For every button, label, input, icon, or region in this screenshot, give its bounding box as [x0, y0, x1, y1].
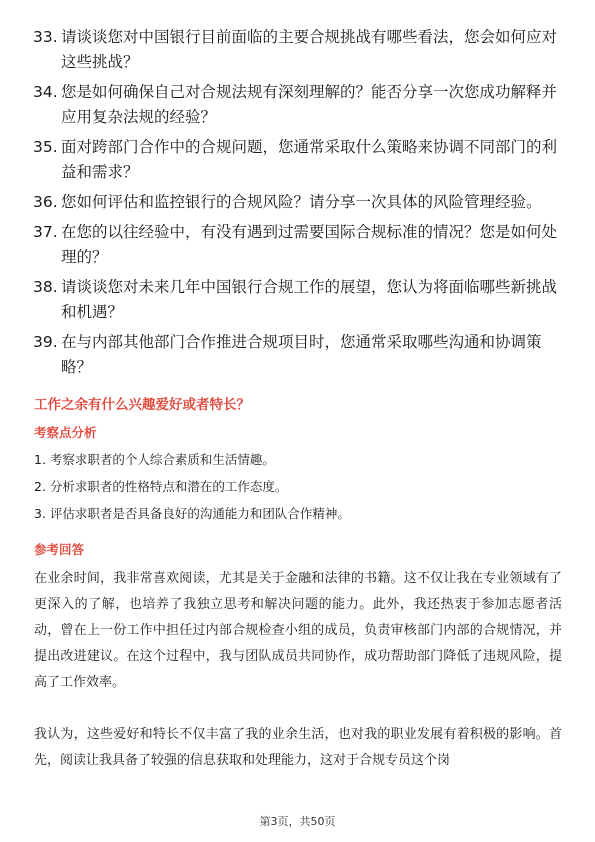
answer-paragraph: 我认为，这些爱好和特长不仅丰富了我的业余生活，也对我的职业发展有着积极的影响。首先，阅读让我具备了较强的信息获取和处理能力，这对于合规专员这个岗: [34, 727, 562, 768]
section-title: 工作之余有什么兴趣爱好或者特长？: [34, 397, 250, 413]
answer-heading: 参考回答: [34, 542, 85, 557]
question-text: 面对跨部门合作中的合规问题，您通常采取什么策略来协调不同部门的利益和需求？: [61, 138, 558, 181]
question-text: 您是如何确保自己对合规法规有深刻理解的？能否分享一次您成功解释并应用复杂法规的经验？: [61, 83, 558, 126]
analysis-item: 2. 分析求职者的性格特点和潜在的工作态度。: [34, 479, 288, 494]
question-text: 在与内部其他部门合作推进合规项目时，您通常采取哪些沟通和协调策略？: [61, 333, 542, 376]
question-item: [34, 190, 562, 215]
analysis-heading: 考察点分析: [34, 425, 97, 440]
question-number: 35.: [33, 138, 58, 156]
question-number: 36.: [33, 193, 58, 211]
question-item: [34, 80, 562, 130]
answer-body: [34, 566, 562, 774]
question-number: 33.: [33, 28, 58, 46]
question-item: [34, 135, 562, 185]
question-text: 在您的以往经验中，有没有遇到过需要国际合规标准的情况？您是如何处理的？: [61, 223, 558, 266]
question-number: 38.: [33, 278, 58, 296]
analysis-list: [34, 451, 562, 532]
question-text: 请谈谈您对未来几年中国银行合规工作的展望，您认为将面临哪些新挑战和机遇？: [61, 278, 558, 321]
question-list: [34, 25, 562, 385]
analysis-item: 1. 考察求职者的个人综合素质和生活情趣。: [34, 452, 275, 467]
answer-paragraph: 在业余时间，我非常喜欢阅读，尤其是关于金融和法律的书籍。这不仅让我在专业领域有了更深入的了解，也培养了我独立思考和解决问题的能力。此外，我还热衷于参加志愿者活动，曾在上一份工作中担任过内部合规检查小组的成员，负责审核部门内部的合规情况，并提出改进建议。在这个过程中，我与团队成员共同协作，成功帮助部门降低了违规风险，提高了工作效率。: [34, 571, 562, 690]
question-item: [34, 25, 562, 75]
page-number: 第3页，共50页: [259, 815, 336, 828]
question-text: 您如何评估和监控银行的合规风险？请分享一次具体的风险管理经验。: [61, 193, 542, 211]
question-text: 请谈谈您对中国银行目前面临的主要合规挑战有哪些看法，您会如何应对这些挑战？: [61, 28, 558, 71]
question-number: 39.: [33, 333, 58, 351]
question-item: [34, 330, 562, 380]
question-number: 34.: [33, 83, 58, 101]
analysis-item: 3. 评估求职者是否具备良好的沟通能力和团队合作精神。: [34, 506, 350, 521]
question-item: [34, 220, 562, 270]
question-number: 37.: [33, 223, 58, 241]
question-item: [34, 275, 562, 325]
